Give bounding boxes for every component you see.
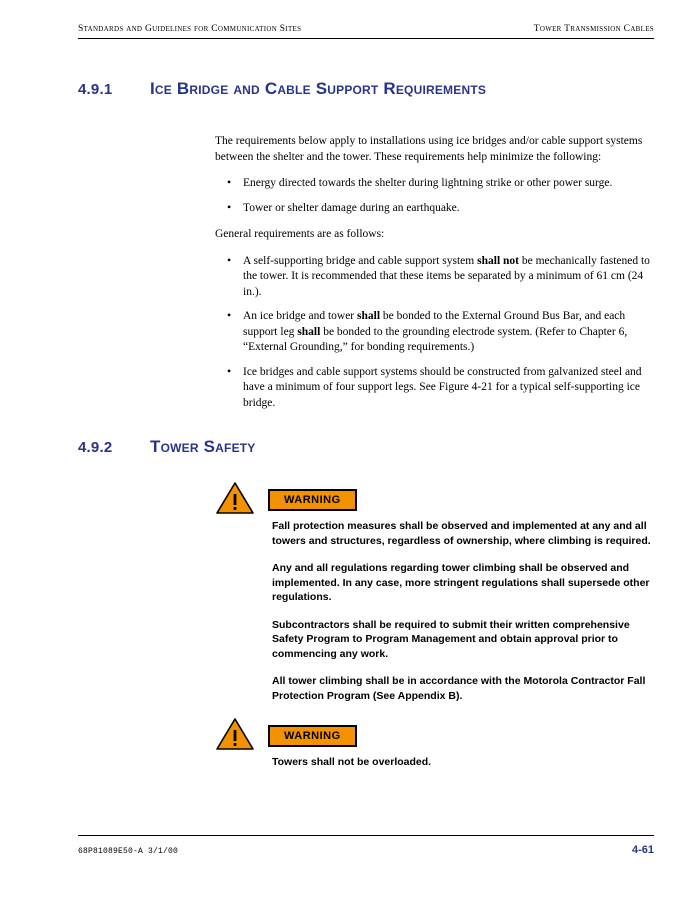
bullet-2-bold-2: shall [297,325,321,338]
header-divider [78,38,654,39]
bullet-1-bold: shall not [477,254,519,267]
section-title-491: Ice Bridge and Cable Support Requirements [150,79,487,98]
section-heading-492 [78,437,638,457]
warning-1-paragraph: Fall protection measures shall be observed and implemented at any and all towers and structures, regardless of ownership, where climbing is required. [272,520,651,547]
section-title-492: Tower Safety [150,437,256,456]
header-right-text: Tower Transmission Cables [533,24,654,34]
warning-1-label: WARNING [268,489,357,511]
list-item [215,254,655,301]
warning-2-paragraph: Towers shall not be overloaded. [272,756,432,768]
intro-bullet-list [215,176,655,216]
warning-2-label: WARNING [268,725,357,747]
page-footer [78,844,654,856]
header-left-text: Standards and Guidelines for Communication Sites [78,24,302,34]
bullet-2-post-2: be bonded to the grounding electrode system. (Refer to Chapter 6, “External Grounding,” for bonding requirements.) [243,325,628,353]
list-item [215,365,655,412]
warning-1-paragraph: Subcontractors shall be required to submit their written comprehensive Safety Program to Program Management and obtain approval prior to commencing any work. [272,618,630,660]
document-id: 68P81089E50-A 3/1/00 [78,847,179,856]
warning-2-header [215,717,655,751]
warning-2-body [272,755,655,770]
bullet-2-bold: shall [357,310,381,322]
list-item: • Energy directed towards the shelter during lightning strike or other power surge. [215,176,655,192]
page-number: 4-61 [631,844,654,856]
warning-1-body [272,519,655,703]
bullet-3-text: Ice bridges and cable support systems should be constructed from galvanized steel and have a minimum of four support legs. See Figure 4-21 for a typical self-supporting ice bridge. [243,365,642,409]
warning-block-2 [215,717,655,770]
bullet-1-post: be mechanically fastened to the tower. It is recommended that these items be separated by a minimum of 61 cm (24 in.). [243,254,650,298]
list-item: • Tower or shelter damage during an earthquake. [215,201,655,217]
section-heading-491 [78,78,638,101]
warning-1-paragraph: All tower climbing shall be in accordance with the Motorola Contractor Fall Protection Program (See Appendix B). [272,675,646,702]
section-number-491: 4.9.1 [78,81,113,98]
intro-paragraph: The requirements below apply to installations using ice bridges and/or cable support systems between the shelter and the tower. These requirements help minimize the following: [215,135,643,163]
bullet-2-post: be bonded to the External Ground Bus Bar, and each support leg [243,310,626,338]
section-491-body [215,134,655,422]
warning-block-1 [215,481,655,703]
list-item [215,309,655,356]
footer-divider [78,835,654,836]
warning-triangle-icon [215,717,255,751]
general-bullet-list [215,254,655,412]
warning-1-paragraph: Any and all regulations regarding tower climbing shall be observed and implemented. In any case, more stringent regulations shall supersede other regulations. [272,562,650,603]
bullet-2-pre: An ice bridge and tower [243,310,358,322]
warning-triangle-icon [215,481,255,515]
bullet-1-pre: A self-supporting bridge and cable support system [243,254,478,267]
section-number-492: 4.9.2 [78,439,113,456]
page-header [78,24,654,34]
general-requirements-lead: General requirements are as follows: [215,228,385,240]
warning-1-header [215,481,655,515]
